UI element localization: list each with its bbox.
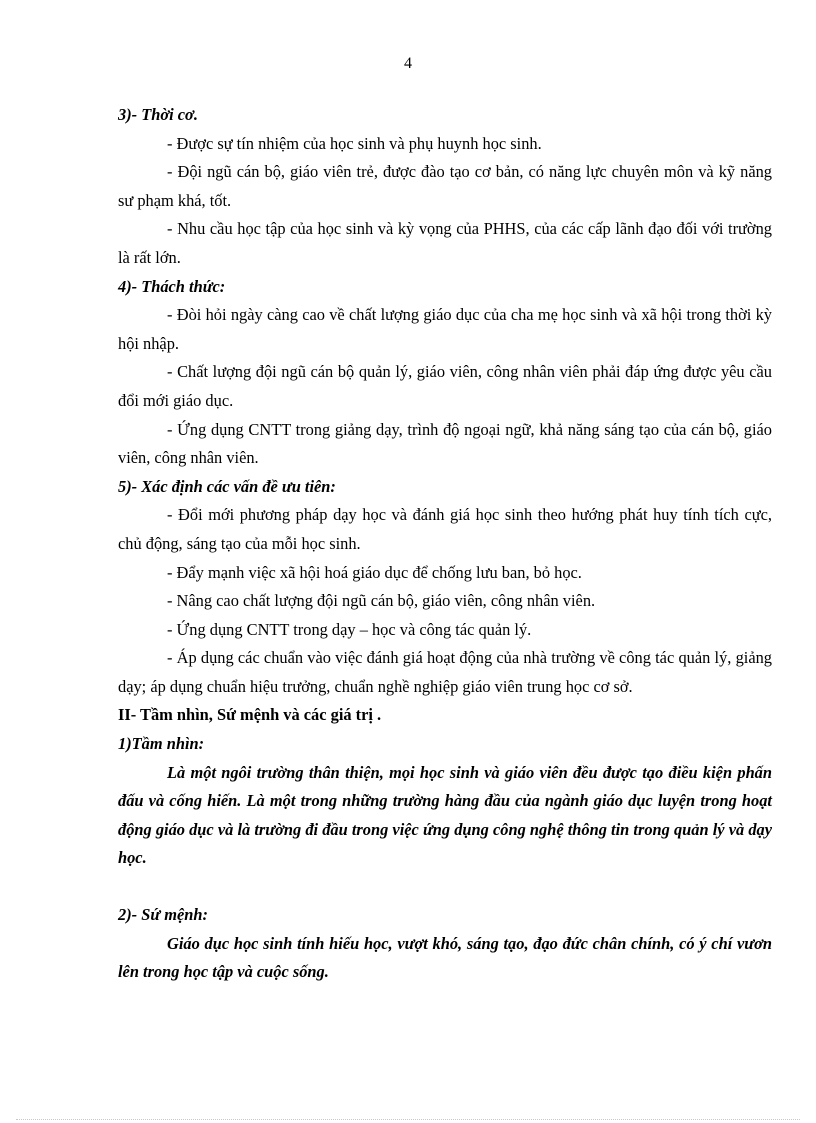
list-item: - Đổi mới phương pháp dạy học và đánh giá học sinh theo hướng phát huy tính tích cực, chủ động, sáng tạo của mỗi học sinh. xyxy=(118,505,772,553)
list-item: - Nâng cao chất lượng đội ngũ cán bộ, giáo viên, công nhân viên. xyxy=(167,591,596,611)
page-bottom-divider xyxy=(16,1119,800,1120)
spacer xyxy=(118,873,772,901)
list-item: - Nhu cầu học tập của học sinh và kỳ vọng của PHHS, của các cấp lãnh đạo đối với trường là rất lớn. xyxy=(118,219,772,267)
list-item: - Đẩy mạnh việc xã hội hoá giáo dục để chống lưu ban, bỏ học. xyxy=(167,562,582,582)
heading-opportunities: 3)- Thời cơ. xyxy=(118,105,198,124)
heading-priorities: 5)- Xác định các vấn đề ưu tiên: xyxy=(118,476,336,496)
list-item: - Đội ngũ cán bộ, giáo viên trẻ, được đào tạo cơ bản, có năng lực chuyên môn và kỹ năng sư phạm khá, tốt. xyxy=(118,162,772,210)
list-item: - Chất lượng đội ngũ cán bộ quản lý, giáo viên, công nhân viên phải đáp ứng được yêu cầu đổi mới giáo dục. xyxy=(118,362,772,410)
heading-challenges: 4)- Thách thức: xyxy=(118,276,226,296)
heading-mission: 2)- Sứ mệnh: xyxy=(118,905,208,925)
page-number: 4 xyxy=(404,55,412,72)
heading-vision: 1)Tầm nhìn: xyxy=(118,734,205,754)
list-item: - Đòi hỏi ngày càng cao về chất lượng giáo dục của cha mẹ học sinh và xã hội trong thời kỳ hội nhập. xyxy=(118,305,772,353)
list-item: - Áp dụng các chuẩn vào việc đánh giá hoạt động của nhà trường về công tác quản lý, giảng dạy; áp dụng chuẩn hiệu trưởng, chuẩn nghề nghiệp giáo viên trung học cơ sở. xyxy=(118,648,772,696)
list-item: - Ứng dụng CNTT trong giảng dạy, trình độ ngoại ngữ, khả năng sáng tạo của cán bộ, giáo viên, công nhân viên. xyxy=(118,419,772,468)
document-body xyxy=(118,101,772,987)
vision-text: Là một ngôi trường thân thiện, mọi học sinh và giáo viên đều được tạo điều kiện phấn đấu và cống hiến. Là một trong những trường hàng đầu của ngành giáo dục luyện trong hoạt động giáo dục và là trường đi đầu trong việc ứng dụng công nghệ thông tin trong quản lý và dạy học. xyxy=(118,762,772,868)
heading-part-2: II- Tầm nhìn, Sứ mệnh và các giá trị . xyxy=(118,705,382,725)
list-item: - Được sự tín nhiệm của học sinh và phụ huynh học sinh. xyxy=(167,133,542,153)
mission-text: Giáo dục học sinh tính hiếu học, vượt khó, sáng tạo, đạo đức chân chính, có ý chí vươn lên trong học tập và cuộc sống. xyxy=(118,933,772,982)
list-item: - Ứng dụng CNTT trong dạy – học và công tác quản lý. xyxy=(167,619,532,639)
